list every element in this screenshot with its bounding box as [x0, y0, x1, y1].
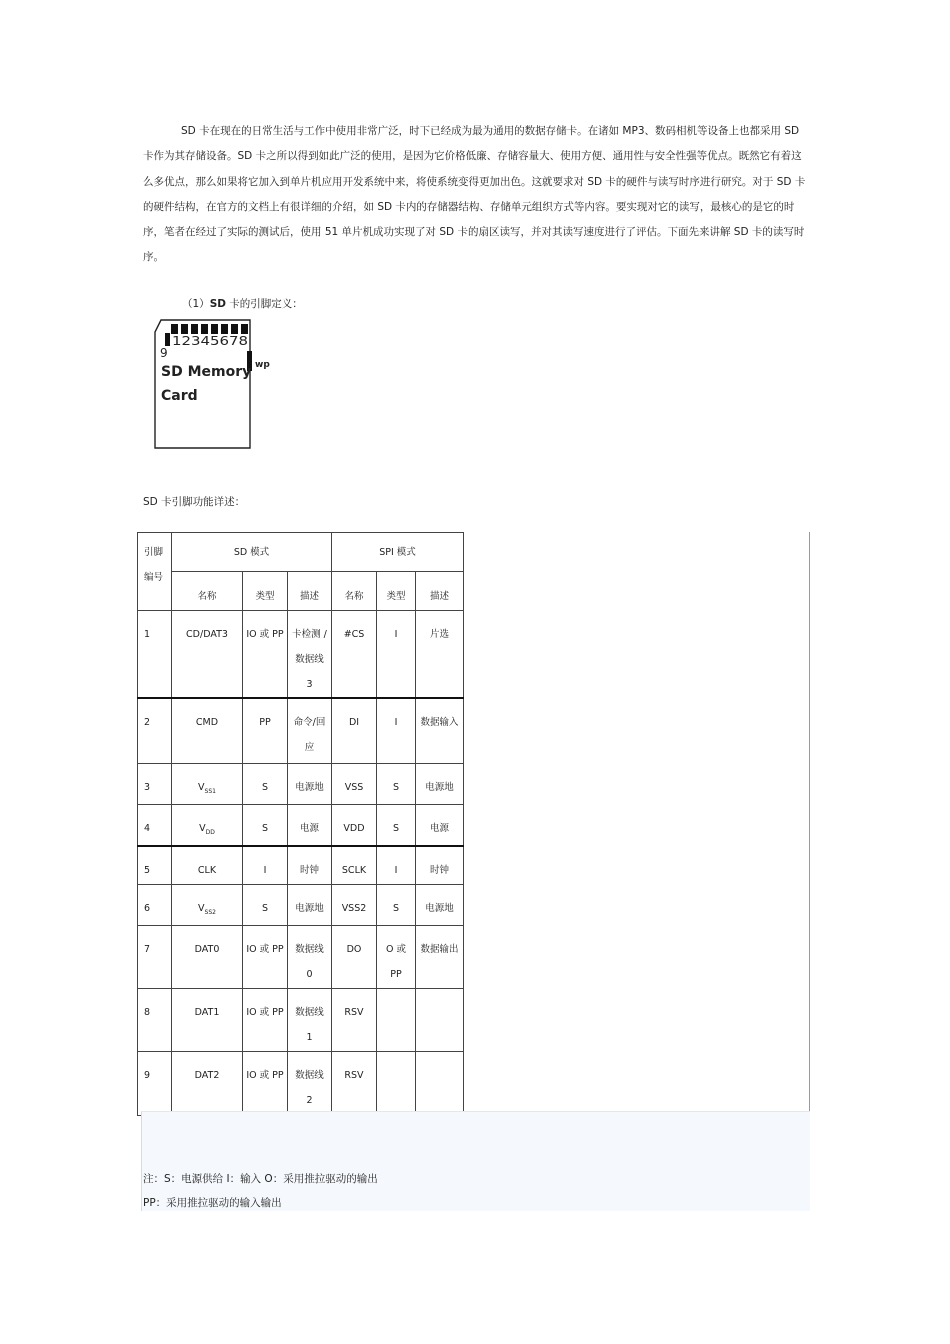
vss1-main: V	[198, 781, 205, 793]
cell-pin-no: 4	[138, 804, 172, 846]
cell-sd-desc: 时钟	[288, 846, 332, 885]
cell-pin-no: 3	[138, 763, 172, 804]
header-spi-name: 名称	[332, 572, 377, 611]
card-text-sd-memory: SD Memory	[161, 364, 252, 380]
cell-pin-no: 2	[138, 698, 172, 763]
vdd-main: V	[199, 822, 206, 834]
table-row	[138, 804, 464, 846]
cell-spi-desc: 数据输入	[416, 698, 464, 763]
cell-sd-type: I	[243, 846, 288, 885]
note-line-2: PP：采用推拉驱动的输入输出	[143, 1197, 282, 1209]
cell-sd-name: CLK	[172, 846, 243, 885]
table-row	[138, 926, 464, 989]
header-pin-number	[138, 533, 172, 611]
pin-numbers-top: 12345678	[172, 333, 249, 348]
cell-spi-name: DI	[332, 698, 377, 763]
page-right-rule	[809, 532, 810, 1210]
note-line-1: 注：S：电源供给 I：输入 O：采用推拉驱动的输出	[143, 1173, 378, 1185]
cell-spi-desc	[416, 989, 464, 1052]
header-sd-type: 类型	[243, 572, 288, 611]
cell-spi-name: RSV	[332, 1052, 377, 1116]
cell-spi-name: VSS2	[332, 885, 377, 926]
contact-pad	[165, 333, 170, 346]
pin-table	[137, 532, 464, 1116]
sd-card-figure	[152, 316, 272, 450]
cell-sd-type: IO 或 PP	[243, 611, 288, 699]
cell-sd-name: CMD	[172, 698, 243, 763]
cell-sd-name: DAT0	[172, 926, 243, 989]
header-pin-label: 引脚	[144, 547, 164, 558]
section-title: 卡的引脚定义：	[225, 298, 303, 310]
table-row	[138, 611, 464, 699]
cell-sd-type: IO 或 PP	[243, 926, 288, 989]
header-sd-name: 名称	[172, 572, 243, 611]
cell-sd-desc: 电源	[288, 804, 332, 846]
cell-spi-desc: 电源地	[416, 885, 464, 926]
cell-spi-type	[377, 989, 416, 1052]
cell-sd-desc: 数据线 2	[288, 1052, 332, 1116]
table-row	[138, 989, 464, 1052]
cell-spi-name: VDD	[332, 804, 377, 846]
cell-sd-desc: 命令/回应	[288, 698, 332, 763]
section-number: （1）	[182, 298, 210, 310]
section-bold-sd: SD	[209, 298, 226, 310]
cell-sd-type: IO 或 PP	[243, 989, 288, 1052]
wp-label: wp	[255, 360, 270, 370]
cell-spi-type: I	[377, 698, 416, 763]
cell-spi-name: DO	[332, 926, 377, 989]
cell-pin-no: 6	[138, 885, 172, 926]
pin-number-9: 9	[160, 346, 168, 360]
cell-sd-name	[172, 763, 243, 804]
cell-sd-desc: 电源地	[288, 763, 332, 804]
table-row	[138, 846, 464, 885]
header-number-label: 编号	[144, 572, 164, 583]
cell-spi-type: S	[377, 804, 416, 846]
cell-sd-type: S	[243, 763, 288, 804]
cell-spi-type: I	[377, 611, 416, 699]
cell-sd-type: S	[243, 804, 288, 846]
header-sd-mode: SD 模式	[172, 533, 332, 572]
table-row	[138, 698, 464, 763]
cell-spi-type: I	[377, 846, 416, 885]
cell-spi-desc: 电源	[416, 804, 464, 846]
table-row	[138, 885, 464, 926]
cell-spi-type: O 或 PP	[377, 926, 416, 989]
header-sd-desc: 描述	[288, 572, 332, 611]
table-header-row	[138, 533, 464, 572]
cell-pin-no: 9	[138, 1052, 172, 1116]
cell-spi-type	[377, 1052, 416, 1116]
vdd-sub: DD	[205, 828, 215, 836]
cell-spi-desc: 时钟	[416, 846, 464, 885]
cell-spi-type: S	[377, 763, 416, 804]
cell-sd-type: IO 或 PP	[243, 1052, 288, 1116]
cell-sd-desc: 数据线 0	[288, 926, 332, 989]
table-row	[138, 1052, 464, 1116]
header-spi-mode: SPI 模式	[332, 533, 464, 572]
cell-pin-no: 8	[138, 989, 172, 1052]
cell-sd-type: S	[243, 885, 288, 926]
vss2-main: V	[198, 903, 205, 914]
pin-definition-heading	[182, 296, 303, 311]
pin-detail-heading: SD 卡引脚功能详述：	[143, 496, 246, 508]
table-subheader-row	[138, 572, 464, 611]
cell-pin-no: 1	[138, 611, 172, 699]
cell-sd-name: DAT1	[172, 989, 243, 1052]
cell-pin-no: 7	[138, 926, 172, 989]
header-spi-type: 类型	[377, 572, 416, 611]
cell-sd-desc: 电源地	[288, 885, 332, 926]
intro-paragraph: SD 卡在现在的日常生活与工作中使用非常广泛，时下已经成为最为通用的数据存储卡。在诸如 MP3、数码相机等设备上也都采用 SD 卡作为其存储设备。SD 卡之所以得到如此广泛的使用，是因为它价格低廉、存储容量大、使用方便、通用性与安全性强等优点。既然它有着这么多优点，那么如果将它加入到单片机应用开发系统中来，将使系统变得更加出色。这就要求对 SD 卡的硬件与读写时序进行研究。对于 SD 卡的硬件结构，在官方的文档上有很详细的介绍，如 SD 卡内的存储器结构、存储单元组织方式等内容。要实现对它的读写，最核心的是它的时序，笔者在经过了实际的测试后，使用 51 单片机成功实现了对 SD 卡的扇区读写，并对其读写速度进行了评估。下面先来讲解 SD 卡的读写时序。	[143, 125, 806, 264]
header-spi-desc: 描述	[416, 572, 464, 611]
cell-sd-desc: 卡检测 / 数据线 3	[288, 611, 332, 699]
table-row	[138, 763, 464, 804]
cell-sd-type: PP	[243, 698, 288, 763]
cell-spi-name: RSV	[332, 989, 377, 1052]
cell-sd-desc: 数据线 1	[288, 989, 332, 1052]
cell-spi-desc: 片选	[416, 611, 464, 699]
card-text-card: Card	[161, 388, 198, 404]
cell-spi-desc: 数据输出	[416, 926, 464, 989]
cell-pin-no: 5	[138, 846, 172, 885]
cell-sd-name	[172, 885, 243, 926]
cell-sd-name: DAT2	[172, 1052, 243, 1116]
cell-spi-type: S	[377, 885, 416, 926]
vss1-sub: SS1	[204, 787, 216, 795]
cell-sd-name: CD/DAT3	[172, 611, 243, 699]
cell-spi-desc: 电源地	[416, 763, 464, 804]
cell-sd-name	[172, 804, 243, 846]
cell-spi-name: #CS	[332, 611, 377, 699]
cell-spi-desc	[416, 1052, 464, 1116]
cell-spi-name: VSS	[332, 763, 377, 804]
cell-spi-name: SCLK	[332, 846, 377, 885]
vss2-sub: SS2	[204, 909, 216, 916]
